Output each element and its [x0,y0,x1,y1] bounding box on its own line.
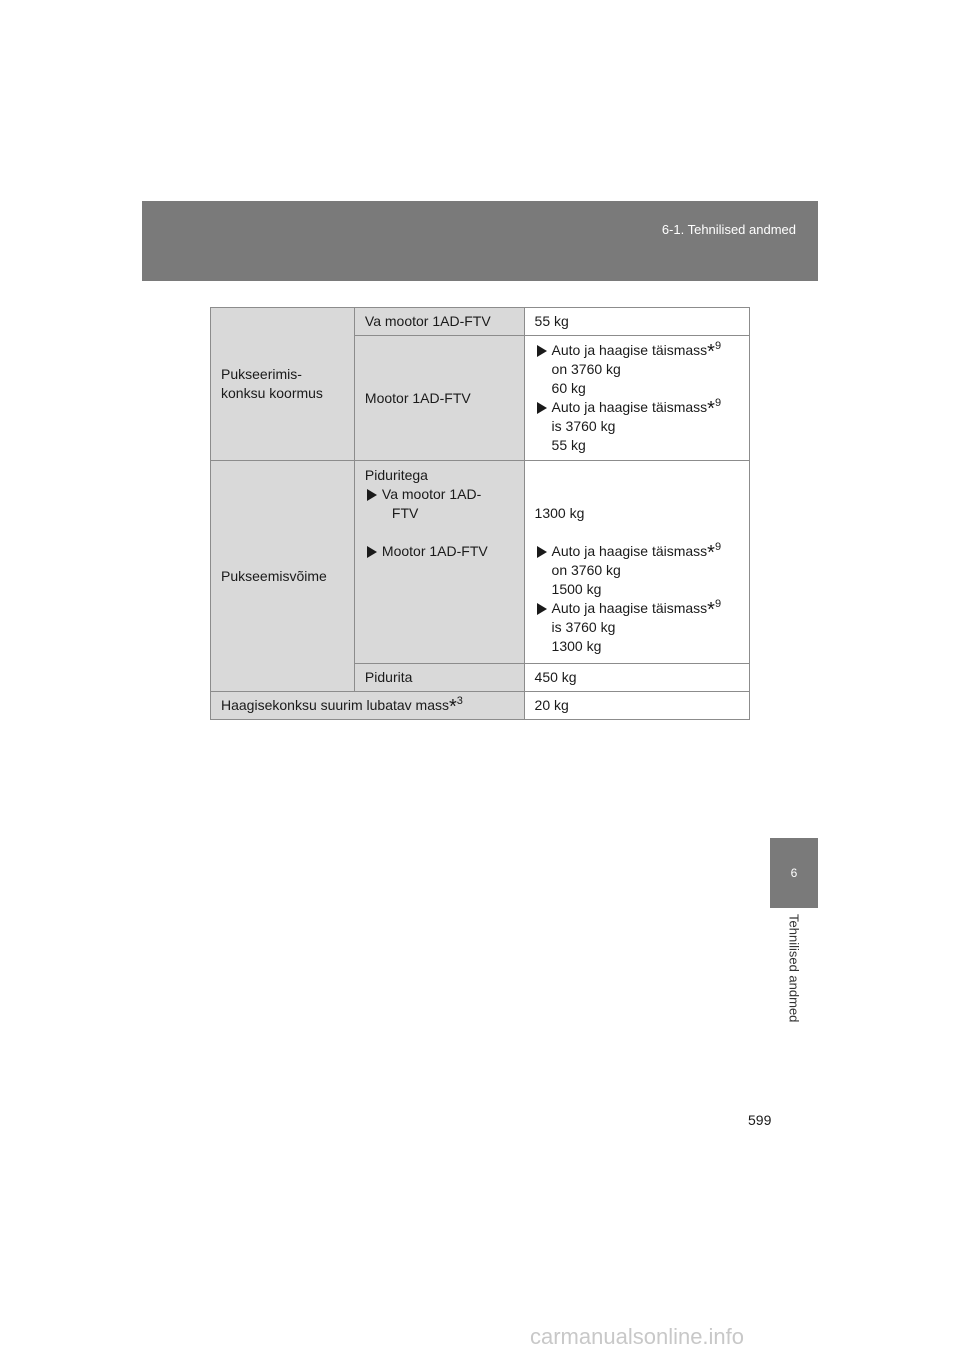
page-number: 599 [748,1112,772,1128]
towing-capacity-label: Pukseemisvõime [211,461,355,692]
hitch-load-condition-2: Mootor 1AD-FTV [354,336,524,461]
footnote-star: * [707,398,715,420]
chapter-tab-label [770,908,818,1098]
hitch-load-value-1: 55 kg [524,308,749,336]
table-row [211,461,750,664]
table-row [211,308,750,336]
footnote-star: * [707,341,715,363]
section-title: 6-1. Tehnilised andmed [661,222,796,237]
bullet-item: Mootor 1AD-FTV [365,542,514,561]
hitch-load-label: Pukseerimis- konksu koormus [211,308,355,461]
bullet-item: Auto ja haagise täismass*$^9$ is 3760 kg 1300 kg [535,599,739,656]
watermark: carmanualsonline.info [530,1324,745,1349]
header-band [142,201,818,281]
hitch-max-value: 20 kg [524,692,749,720]
footnote-star: * [707,599,715,621]
footnote-star: * [707,542,715,564]
spec-table [210,307,750,720]
braked-values: 1300 kg Auto ja haagise täismass*$^9$ on 3760 kg 1500 kg Auto ja haagise täismass*$^9$ is 3760 kg 1300 kg [524,461,749,664]
braked-conditions: Piduritega Va mootor 1AD- FTV Mootor 1AD-FTV [354,461,524,664]
hitch-load-value-2 [524,336,749,461]
hitch-max-label: Haagisekonksu suurim lubatav mass*$^3$ [211,692,525,720]
chapter-tab-number: 6 [770,838,818,908]
footnote-star: * [449,696,457,718]
unbraked-value: 450 kg [524,664,749,692]
bullet-item: Auto ja haagise täismass*$^9$ on 3760 kg 1500 kg [535,542,739,599]
bullet-item: Va mootor 1AD- FTV [365,485,514,523]
bullet-item: Auto ja haagise täismass*$^9$ is 3760 kg 55 kg [535,398,739,455]
unbraked-label: Pidurita [354,664,524,692]
bullet-item: Auto ja haagise täismass*$^9$ on 3760 kg 60 kg [535,341,739,398]
hitch-load-condition-1: Va mootor 1AD-FTV [354,308,524,336]
chapter-tab-label-text: Tehnilised andmed [786,914,802,1023]
table-row [211,692,750,720]
